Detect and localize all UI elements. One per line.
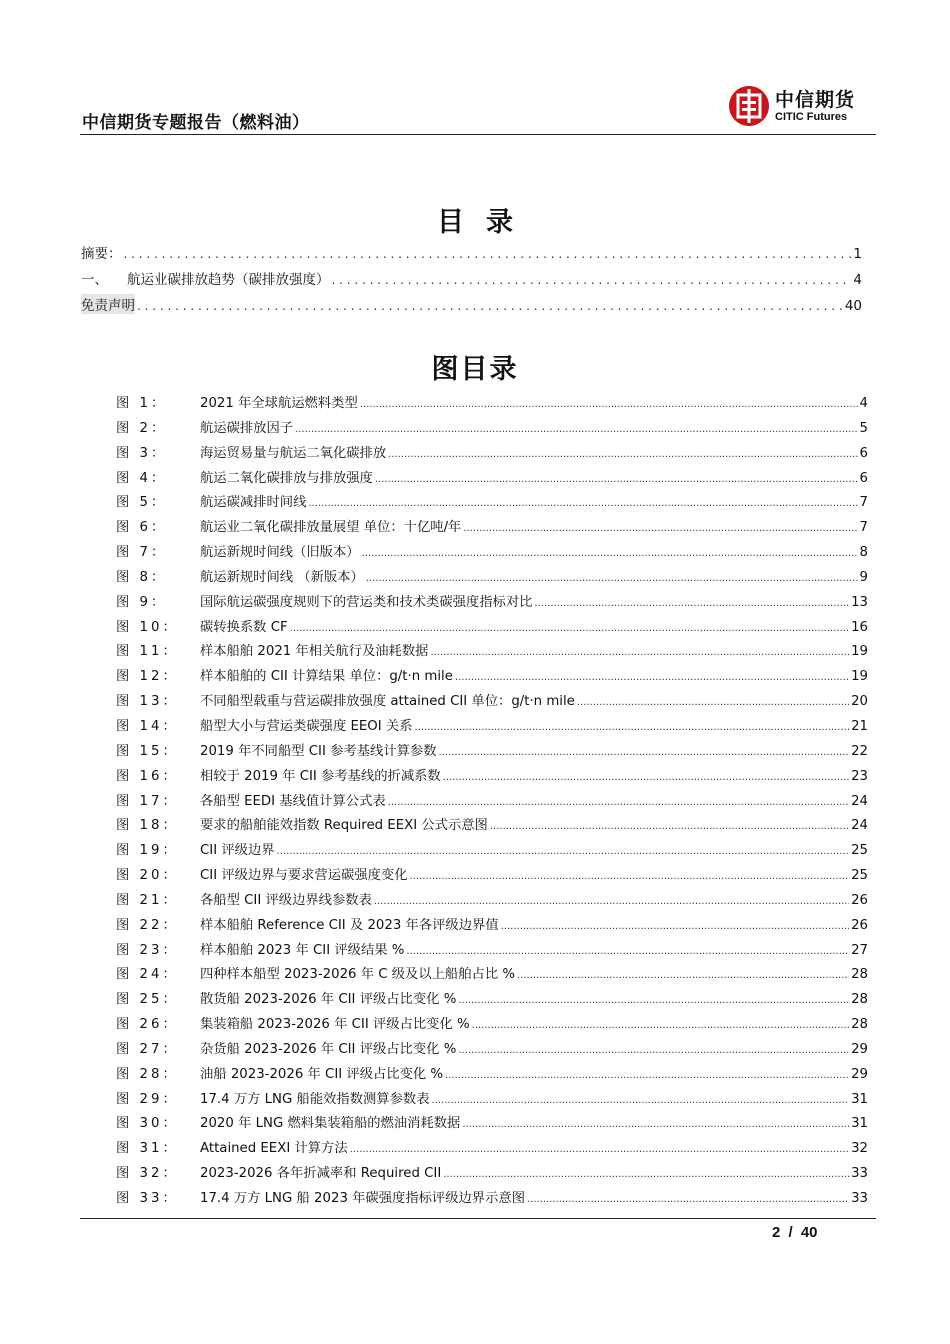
figure-number: 图 24： [116, 967, 179, 983]
figure-entry[interactable] [116, 1187, 868, 1212]
figure-entry[interactable] [116, 914, 868, 939]
figure-number: 图 31： [116, 1141, 179, 1157]
figure-entry[interactable] [116, 566, 868, 591]
figure-entry[interactable] [116, 963, 868, 988]
figure-title: 杂货船 2023-2026 年 CII 评级占比变化 % [200, 1041, 457, 1057]
figure-number: 图 16： [116, 768, 179, 784]
figure-leader-dots [308, 498, 857, 509]
figure-number: 图 27： [116, 1041, 179, 1057]
figure-page: 28 [851, 992, 868, 1008]
figure-title: 碳转换系数 CF [200, 619, 288, 635]
figure-page: 21 [851, 718, 868, 734]
figure-leader-dots [432, 1095, 850, 1106]
figure-title: 2019 年不同船型 CII 参考基线计算参数 [200, 743, 437, 759]
figure-title: 航运新规时间线（旧版本） [200, 545, 360, 561]
toc-entry-page: 40 [844, 298, 862, 314]
figure-entry[interactable] [116, 839, 868, 864]
figure-number: 图 17： [116, 793, 179, 809]
figure-leader-dots [577, 697, 849, 708]
figure-title: 要求的船舶能效指数 Required EEXI 公式示意图 [200, 818, 488, 834]
figure-title: CII 评级边界 [200, 843, 275, 859]
figure-number: 图 15： [116, 743, 179, 759]
figure-leader-dots [366, 573, 858, 584]
figure-number: 图 22： [116, 917, 179, 933]
figure-page: 27 [851, 942, 868, 958]
figure-title: 不同船型载重与营运碳排放强度 attained CII 单位：g/t·n mile [200, 694, 575, 710]
toc-entry[interactable] [81, 268, 862, 294]
figure-title: 样本船舶 Reference CII 及 2023 年各评级边界值 [200, 917, 499, 933]
figure-number: 图 18： [116, 818, 179, 834]
figure-leader-dots [410, 871, 850, 882]
figure-title: 航运二氧化碳排放与排放强度 [200, 470, 373, 486]
figure-leader-dots [388, 449, 857, 460]
figure-leader-dots [462, 1119, 849, 1130]
figure-number: 图 21： [116, 892, 179, 908]
figure-leader-dots [415, 722, 850, 733]
figure-title: 船型大小与营运类碳强度 EEOI 关系 [200, 718, 413, 734]
figure-page: 24 [851, 818, 868, 834]
figure-leader-dots [362, 548, 858, 559]
figure-entry[interactable] [116, 541, 868, 566]
figure-entry[interactable] [116, 988, 868, 1013]
figure-page: 25 [851, 843, 868, 859]
figure-page: 25 [851, 868, 868, 884]
figure-page: 26 [851, 892, 868, 908]
figure-entry[interactable] [116, 1038, 868, 1063]
figure-number: 图 12： [116, 669, 179, 685]
figure-page: 7 [859, 520, 868, 536]
figure-title: 样本船舶的 CII 计算结果 单位：g/t·n mile [200, 669, 453, 685]
figure-page: 31 [851, 1091, 868, 1107]
figure-title: CII 评级边界与要求营运碳强度变化 [200, 868, 408, 884]
figure-page: 23 [851, 768, 868, 784]
logo-chinese-name: 中信期货 [775, 88, 856, 111]
figure-entry[interactable] [116, 1088, 868, 1113]
citic-futures-logo [729, 86, 855, 126]
figure-page: 29 [851, 1041, 868, 1057]
figure-leader-dots [277, 846, 850, 857]
figure-number: 图 26： [116, 1017, 179, 1033]
figure-page: 19 [851, 644, 868, 660]
toc-entry-label [81, 268, 330, 288]
figure-number: 图 5： [116, 495, 168, 511]
toc-heading: 目录 [437, 207, 535, 238]
figure-leader-dots [458, 995, 849, 1006]
figure-page: 9 [859, 569, 868, 585]
figure-list-heading: 图目录 [431, 354, 519, 385]
figure-title: 相较于 2019 年 CII 参考基线的折减系数 [200, 768, 441, 784]
figure-title: 航运新规时间线 （新版本） [200, 569, 364, 585]
figure-number: 图 6： [116, 520, 168, 536]
figure-page: 13 [851, 594, 868, 610]
figure-entry[interactable] [116, 640, 868, 665]
figure-entry[interactable] [116, 1013, 868, 1038]
figure-leader-dots [406, 946, 849, 957]
figure-leader-dots [374, 896, 849, 907]
figure-entry[interactable] [116, 417, 868, 442]
figure-page: 6 [859, 445, 868, 461]
figure-page: 8 [859, 545, 868, 561]
figure-title: 样本船舶 2023 年 CII 评级结果 % [200, 942, 405, 958]
citic-logo-icon [729, 86, 769, 126]
figure-page: 22 [851, 743, 868, 759]
figure-leader-dots [490, 821, 849, 832]
figure-entry[interactable] [116, 715, 868, 740]
table-of-contents [81, 242, 862, 320]
figure-page: 31 [851, 1116, 868, 1132]
logo-english-name: CITIC Futures [775, 110, 848, 123]
figure-entry[interactable] [116, 790, 868, 815]
figure-number: 图 11： [116, 644, 179, 660]
figure-entry[interactable] [116, 516, 868, 541]
figure-title: 海运贸易量与航运二氧化碳排放 [200, 445, 387, 461]
figure-leader-dots [472, 1020, 849, 1031]
figure-number: 图 9： [116, 594, 168, 610]
figure-entry[interactable] [116, 1063, 868, 1088]
figure-leader-dots [463, 523, 857, 534]
figure-number: 图 13： [116, 694, 179, 710]
toc-leader-dots [332, 273, 852, 287]
figure-leader-dots [295, 424, 857, 435]
figure-title: 航运业二氧化碳排放量展望 单位：十亿吨/年 [200, 520, 462, 536]
toc-entry-prefix: 摘要： [81, 246, 122, 262]
figure-number: 图 14： [116, 718, 179, 734]
figure-leader-dots [455, 672, 849, 683]
figure-page: 20 [851, 694, 868, 710]
figure-number: 图 30： [116, 1116, 179, 1132]
figure-entry[interactable] [116, 864, 868, 889]
figure-leader-dots [458, 1045, 849, 1056]
figure-leader-dots [445, 1070, 849, 1081]
figure-number: 图 19： [116, 843, 179, 859]
figure-entry[interactable] [116, 889, 868, 914]
figure-leader-dots [443, 1169, 849, 1180]
figure-leader-dots [430, 647, 849, 658]
figure-number: 图 4： [116, 470, 168, 486]
figure-number: 图 25： [116, 992, 179, 1008]
toc-leader-dots [137, 299, 843, 313]
figure-page: 33 [851, 1166, 868, 1182]
figure-title: 2020 年 LNG 燃料集装箱船的燃油消耗数据 [200, 1116, 461, 1132]
figure-page: 7 [859, 495, 868, 511]
figure-leader-dots [360, 399, 858, 410]
figure-number: 图 20： [116, 868, 179, 884]
figure-title: 2021 年全球航运燃料类型 [200, 396, 358, 411]
figure-number: 图 10： [116, 619, 179, 635]
figure-title: Attained EEXI 计算方法 [200, 1141, 348, 1157]
toc-entry-page: 4 [853, 272, 862, 288]
figure-leader-dots [517, 970, 849, 981]
toc-entry-label [81, 242, 122, 262]
figure-entry[interactable] [116, 467, 868, 492]
header-divider [80, 134, 876, 135]
figure-page: 24 [851, 793, 868, 809]
figure-entry[interactable] [116, 491, 868, 516]
figure-number: 图 23： [116, 942, 179, 958]
figure-number: 图 29： [116, 1091, 179, 1107]
toc-entry-page: 1 [853, 246, 862, 262]
figure-entry[interactable] [116, 665, 868, 690]
toc-entry-prefix: 免责声明 [81, 298, 135, 314]
figure-page: 5 [859, 420, 868, 436]
figure-page: 6 [859, 470, 868, 486]
figure-entry[interactable] [116, 442, 868, 467]
figure-leader-dots [443, 772, 849, 783]
page-number: 2 / 40 [772, 1224, 818, 1241]
figure-page: 28 [851, 967, 868, 983]
figure-title: 国际航运碳强度规则下的营运类和技术类碳强度指标对比 [200, 594, 533, 610]
figure-list [116, 392, 868, 1212]
toc-entry-text: 航运业碳排放趋势（碳排放强度） [127, 272, 330, 288]
toc-entry-label [81, 294, 135, 314]
figure-title: 航运碳排放因子 [200, 420, 294, 436]
report-header-title: 中信期货专题报告（燃料油） [82, 113, 310, 133]
figure-entry[interactable] [116, 939, 868, 964]
figure-page: 29 [851, 1066, 868, 1082]
figure-number: 图 7： [116, 545, 168, 561]
figure-page: 33 [851, 1191, 868, 1206]
figure-page: 4 [859, 396, 868, 411]
figure-number: 图 8： [116, 569, 168, 585]
figure-entry[interactable] [116, 814, 868, 839]
figure-title: 集装箱船 2023-2026 年 CII 评级占比变化 % [200, 1017, 470, 1033]
figure-leader-dots [439, 747, 850, 758]
figure-entry[interactable] [116, 392, 868, 417]
toc-entry-prefix: 一、 [81, 272, 108, 288]
figure-entry[interactable] [116, 765, 868, 790]
figure-page: 16 [851, 619, 868, 635]
figure-entry[interactable] [116, 1162, 868, 1187]
figure-number: 图 28： [116, 1066, 179, 1082]
figure-page: 19 [851, 669, 868, 685]
figure-leader-dots [527, 1194, 849, 1205]
figure-title: 油船 2023-2026 年 CII 评级占比变化 % [200, 1066, 444, 1082]
figure-entry[interactable] [116, 740, 868, 765]
figure-title: 2023-2026 各年折减率和 Required CII [200, 1166, 442, 1182]
figure-title: 各船型 EEDI 基线值计算公式表 [200, 793, 386, 809]
figure-number: 图 2： [116, 420, 168, 436]
figure-title: 各船型 CII 评级边界线参数表 [200, 892, 372, 908]
figure-number: 图 32： [116, 1166, 179, 1182]
figure-number: 图 1： [116, 396, 168, 411]
figure-leader-dots [534, 598, 849, 609]
figure-title: 四种样本船型 2023-2026 年 C 级及以上船舶占比 % [200, 967, 515, 983]
figure-title: 样本船舶 2021 年相关航行及油耗数据 [200, 644, 429, 660]
footer-divider [80, 1218, 876, 1219]
figure-title: 17.4 万方 LNG 船能效指数测算参数表 [200, 1091, 430, 1107]
figure-leader-dots [501, 921, 849, 932]
figure-entry[interactable] [116, 616, 868, 641]
toc-leader-dots [124, 247, 852, 261]
figure-leader-dots [290, 623, 849, 634]
figure-entry[interactable] [116, 1112, 868, 1137]
figure-number: 图 33： [116, 1191, 179, 1206]
toc-entry[interactable] [81, 242, 862, 268]
toc-entry[interactable] [81, 294, 862, 320]
figure-title: 17.4 万方 LNG 船 2023 年碳强度指标评级边界示意图 [200, 1191, 525, 1206]
figure-entry[interactable] [116, 690, 868, 715]
figure-leader-dots [388, 797, 849, 808]
figure-number: 图 3： [116, 445, 168, 461]
figure-leader-dots [375, 474, 858, 485]
figure-entry[interactable] [116, 1137, 868, 1162]
figure-title: 航运碳减排时间线 [200, 495, 307, 511]
figure-page: 26 [851, 917, 868, 933]
figure-page: 28 [851, 1017, 868, 1033]
figure-page: 32 [851, 1141, 868, 1157]
figure-entry[interactable] [116, 591, 868, 616]
figure-leader-dots [350, 1144, 849, 1155]
figure-title: 散货船 2023-2026 年 CII 评级占比变化 % [200, 992, 457, 1008]
